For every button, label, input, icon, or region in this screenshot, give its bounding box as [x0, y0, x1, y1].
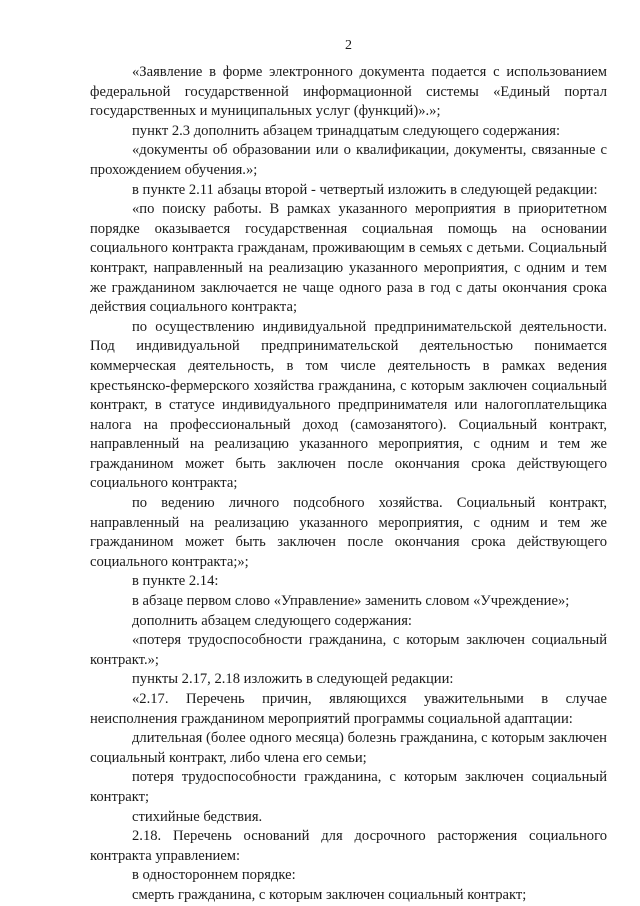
- paragraph: «документы об образовании или о квалификации, документы, связанные с прохождением обучения.»;: [90, 142, 607, 178]
- paragraph: пункты 2.17, 2.18 изложить в следующей редакции:: [132, 671, 454, 688]
- paragraph: в пункте 2.11 абзацы второй - четвертый изложить в следующей редакции:: [132, 181, 598, 198]
- paragraph: потеря трудоспособности гражданина, с которым заключен социальный контракт;: [90, 769, 607, 805]
- document-body: [90, 63, 607, 906]
- paragraph: длительная (более одного месяца) болезнь гражданина, с которым заключен социальный контракт, либо члена его семьи;: [90, 730, 607, 766]
- paragraph: в абзаце первом слово «Управление» заменить словом «Учреждение»;: [132, 593, 570, 610]
- paragraph: «потеря трудоспособности гражданина, с которым заключен социальный контракт.»;: [90, 632, 607, 668]
- paragraph: «по поиску работы. В рамках указанного мероприятия в приоритетном порядке оказывается государственная социальная помощь на основании социального контракта гражданам, проживающим в семьях с детьми. Социальный контракт, направленный на реализацию указанного мероприятия, с одним и тем же гражданином заключается не чаще одного раза в год с даты окончания срока действия социального контракта;: [90, 201, 607, 316]
- paragraph: дополнить абзацем следующего содержания:: [132, 612, 412, 629]
- page-number: 2: [345, 38, 352, 53]
- paragraph: 2.18. Перечень оснований для досрочного расторжения социального контракта управлением:: [90, 828, 607, 864]
- paragraph: по осуществлению индивидуальной предпринимательской деятельности. Под индивидуальной предпринимательской деятельностью понимается коммерческая деятельность, в том числе деятельность в рамках ведения крестьянско-фермерского хозяйства гражданина, с которым заключен социальный контракт, в статусе индивидуального предпринимателя или налогоплательщика налога на профессиональный доход (самозанятого). Социальный контракт, направленный на реализацию указанного мероприятия, с одним и тем же гражданином может быть заключен после окончания срока действующего социального контракта;: [90, 318, 607, 492]
- paragraph: смерть гражданина, с которым заключен социальный контракт;: [132, 886, 527, 903]
- paragraph: пункт 2.3 дополнить абзацем тринадцатым следующего содержания:: [132, 122, 561, 139]
- paragraph: стихийные бедствия.: [132, 808, 263, 825]
- paragraph: по ведению личного подсобного хозяйства. Социальный контракт, направленный на реализацию указанного мероприятия, с одним и тем же гражданином может быть заключен после окончания срока действующего социального контракта;»;: [90, 495, 607, 570]
- paragraph: «2.17. Перечень причин, являющихся уважительными в случае неисполнения гражданином мероприятий программы социальной адаптации:: [90, 691, 607, 727]
- paragraph: «Заявление в форме электронного документа подается с использованием федеральной государственной информационной системы «Единый портал государственных и муниципальных услуг (функций)».»;: [90, 64, 607, 120]
- paragraph: в пункте 2.14:: [132, 573, 219, 590]
- paragraph: в одностороннем порядке:: [132, 867, 296, 884]
